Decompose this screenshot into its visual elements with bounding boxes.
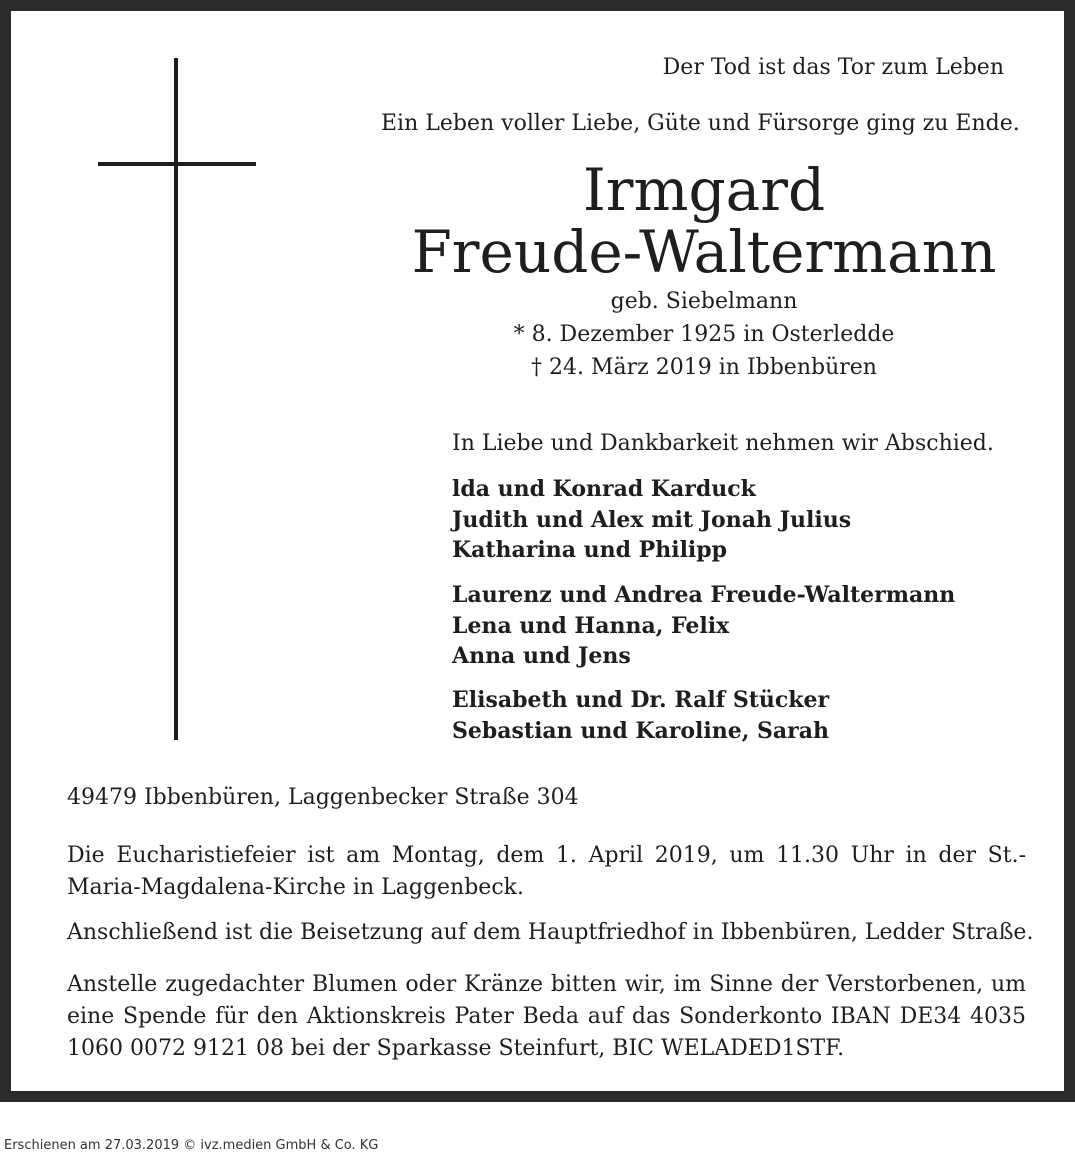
publication-footer: Erschienen am 27.03.2019 © ivz.medien GmbH & Co. KG <box>4 1138 379 1153</box>
cross-horizontal-bar <box>98 162 256 166</box>
cross-vertical-bar <box>174 58 178 740</box>
service-info: Die Eucharistiefeier ist am Montag, dem 1. April 2019, um 11.30 Uhr in der St.-Maria-Magdalena-Kirche in Laggenbeck. <box>67 843 1026 900</box>
family-group <box>452 580 955 672</box>
family-member: Judith und Alex mit Jonah Julius <box>452 506 852 533</box>
family-member: Lena und Hanna, Felix <box>452 612 730 639</box>
family-member: Elisabeth und Dr. Ralf Stücker <box>452 687 830 713</box>
death-date: † 24. März 2019 in Ibbenbüren <box>531 355 877 380</box>
burial-info: Anschließend ist die Beisetzung auf dem Hauptfriedhof in Ibbenbüren, Ledder Straße. <box>67 920 1034 945</box>
birth-date: * 8. Dezember 1925 in Osterledde <box>513 322 895 347</box>
birth-name: geb. Siebelmann <box>610 289 798 314</box>
deceased-last-name: Freude-Waltermann <box>411 218 997 286</box>
family-group <box>452 474 851 566</box>
donation-info: Anstelle zugedachter Blumen oder Kränze bitten wir, im Sinne der Verstorbenen, um eine Spende für den Aktionskreis Pater Beda auf das Sonderkonto IBAN DE34 4035 1060 0072 9121 08 bei der Sparkasse Steinfurt, BIC WELADED1STF. <box>67 972 1026 1061</box>
family-member: lda und Konrad Karduck <box>452 476 756 502</box>
family-member: Laurenz und Andrea Freude-Waltermann <box>452 582 956 608</box>
motto: Der Tod ist das Tor zum Leben <box>662 55 1004 80</box>
intro-line: Ein Leben voller Liebe, Güte und Fürsorge ging zu Ende. <box>381 111 1020 136</box>
farewell-line: In Liebe und Dankbarkeit nehmen wir Abschied. <box>452 431 994 456</box>
family-member: Katharina und Philipp <box>452 537 728 563</box>
address: 49479 Ibbenbüren, Laggenbecker Straße 304 <box>67 785 579 810</box>
deceased-first-name: Irmgard <box>582 156 826 224</box>
family-member: Anna und Jens <box>452 643 631 669</box>
family-member: Sebastian und Karoline, Sarah <box>452 717 830 744</box>
family-group <box>452 685 829 746</box>
